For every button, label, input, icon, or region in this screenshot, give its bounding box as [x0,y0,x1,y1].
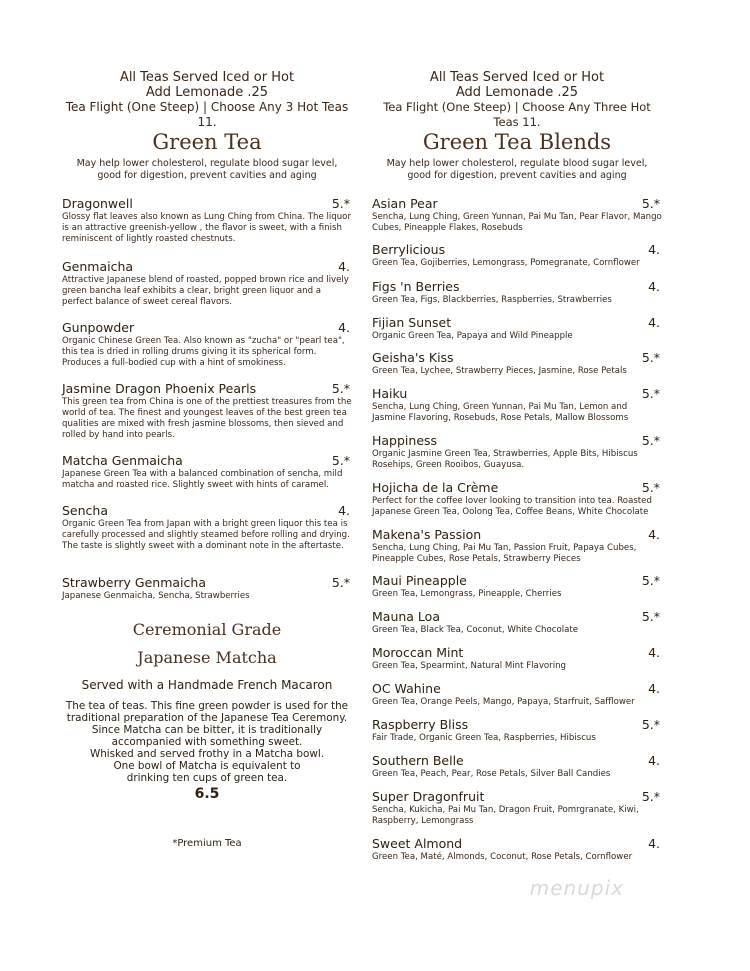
item-price: 4. [648,279,660,294]
item-description: Organic Jasmine Green Tea, Strawberries, Apple Bits, Hibiscus Rosehips, Green Rooibos, Guayusa. [372,449,638,470]
menu-item [372,681,662,708]
menu-item [372,242,662,269]
menu-item [372,527,662,565]
item-price: 4. [648,681,660,696]
menu-item [372,433,662,471]
item-name: Sencha [62,503,109,518]
item-description: Japanese Genmaicha, Sencha, Strawberries [62,591,250,601]
item-name: Asian Pear [372,196,438,211]
item-name: Matcha Genmaicha [62,453,183,468]
item-description: Green Tea, Gojiberries, Lemongrass, Pomegranate, Cornflower [372,258,640,268]
item-price: 4. [648,836,660,851]
item-description: Organic Chinese Green Tea. Also known as "zucha" or "pearl tea", this tea is dried in rolling drums giving it its spherical form. Produces a full-bodied cup with a hint of smokiness. [62,336,345,368]
header-line: Tea Flight (One Steep) | Choose Any Three Hot Teas 11. [383,100,651,129]
menu-item [372,836,662,863]
menu-item [372,609,662,636]
item-description: Green Tea, Spearmint, Natural Mint Flavoring [372,661,566,671]
item-description: Green Tea, Maté, Almonds, Coconut, Rose Petals, Cornflower [372,852,633,862]
item-price: 5.* [641,433,660,448]
premium-note: *Premium Tea [172,838,242,849]
item-price: 4. [648,242,660,257]
item-description: Green Tea, Black Tea, Coconut, White Chocolate [372,625,579,635]
item-price: 4. [338,320,350,335]
section-subtitle: May help lower cholesterol, regulate blood sugar level, [386,158,648,169]
matcha-price: 6.5 [194,786,220,802]
header-line: All Teas Served Iced or Hot [429,70,605,85]
item-name: Strawberry Genmaicha [62,575,206,590]
menu-item [62,575,352,602]
header-line: Tea Flight (One Steep) | Choose Any 3 Hot Teas 11. [65,100,349,129]
item-price: 5.* [641,350,660,365]
menu-item [62,320,352,369]
item-price: 4. [338,259,350,274]
item-price: 5.* [641,609,660,624]
item-description: Sencha, Lung Ching, Green Yunnan, Pai Mu Tan, Pear Flavor, Mango Cubes, Pineapple Flakes, Rosebuds [372,212,662,233]
item-price: 5.* [641,386,660,401]
menu-item [372,386,662,424]
menu-item [372,573,662,600]
ceremonial-title: Ceremonial Grade [132,620,282,639]
item-price: 4. [648,645,660,660]
menu-item [62,503,352,552]
item-name: Fijian Sunset [372,315,452,330]
item-price: 5.* [641,196,660,211]
item-name: Hojicha de la Crème [372,480,499,495]
item-price: 5.* [641,480,660,495]
item-price: 4. [338,503,350,518]
menu-item [372,480,662,518]
item-name: Maui Pineapple [372,573,467,588]
watermark: menupix [529,876,624,900]
item-name: Mauna Loa [372,609,440,624]
item-description: Japanese Green Tea with a balanced combination of sencha, mild matcha and roasted rice. Slightly sweet with hints of caramel. [62,469,343,490]
item-name: Sweet Almond [372,836,463,851]
item-price: 5.* [331,196,350,211]
matcha-desc-line: The tea of teas. This fine green powder is used for the [65,700,349,712]
item-description: Organic Green Tea, Papaya and Wild Pineapple [372,331,573,341]
menu-item [372,717,662,744]
menu-item [62,381,352,441]
section-title: Green Tea Blends [422,130,612,154]
item-name: Raspberry Bliss [372,717,469,732]
item-price: 5.* [331,381,350,396]
header-line: Add Lemonade .25 [455,85,579,100]
menu-item [372,753,662,780]
item-name: Gunpowder [62,320,135,335]
section-subtitle: good for digestion, prevent cavities and aging [407,170,627,181]
matcha-desc-line: drinking ten cups of green tea. [126,772,288,784]
item-description: Sencha, Lung Ching, Green Yunnan, Pai Mu Tan, Lemon and Jasmine Flavoring, Rosebuds, Rose Petals, Mallow Blossoms [372,402,629,423]
item-description: Green Tea, Peach, Pear, Rose Petals, Silver Ball Candies [372,769,611,779]
item-name: OC Wahine [372,681,441,696]
item-name: Haiku [372,386,408,401]
item-name: Geisha's Kiss [372,350,454,365]
item-price: 5.* [641,717,660,732]
matcha-desc-line: One bowl of Matcha is equivalent to [113,760,301,772]
item-description: Green Tea, Lychee, Strawberry Pieces, Jasmine, Rose Petals [372,366,627,376]
served-with: Served with a Handmade French Macaron [81,678,333,692]
matcha-desc-line: traditional preparation of the Japanese Tea Ceremony. [66,712,348,724]
matcha-desc-line: accompanied with something sweet. [111,736,303,748]
menu-item [62,453,352,491]
item-name: Happiness [372,433,438,448]
item-description: Sencha, Kukicha, Pai Mu Tan, Dragon Fruit, Pomrgranate, Kiwi, Raspberry, Lemongrass [372,805,639,826]
menu-item [372,789,662,827]
item-name: Berrylicious [372,242,446,257]
matcha-desc-line: Whisked and served frothy in a Matcha bowl. [89,748,325,760]
menu-item [372,645,662,672]
item-price: 4. [648,527,660,542]
item-description: Fair Trade, Organic Green Tea, Raspberries, Hibiscus [372,733,596,743]
item-description: Glossy flat leaves also known as Lung Ching from China. The liquor is an attractive greenish-yellow , the flavor is sweet, with a finish reminiscent of lightly roasted chestnuts. [62,212,351,244]
matcha-desc-line: Since Matcha can be bitter, it is traditionally [91,724,323,736]
header-line: Add Lemonade .25 [145,85,269,100]
item-description: Sencha, Lung Ching, Pai Mu Tan, Passion Fruit, Papaya Cubes, Pineapple Cubes, Rose Petals, Strawberry Pieces [372,543,637,564]
item-name: Moroccan Mint [372,645,464,660]
menu-item [62,259,352,308]
menu-item [372,315,662,342]
item-name: Genmaicha [62,259,134,274]
item-description: Attractive Japanese blend of roasted, popped brown rice and lively green bancha leaf exhibits a clear, bright green liquor and a perfect balance of sweet cereal flavors. [62,275,349,307]
item-description: Organic Green Tea from Japan with a bright green liquor this tea is carefully processed and slightly steamed before rolling and drying. The taste is slightly sweet with a dominant note in the aftertaste. [62,519,350,551]
menu-item [372,279,662,306]
item-price: 5.* [331,453,350,468]
item-name: Southern Belle [372,753,464,768]
item-price: 5.* [641,573,660,588]
menu-item [372,196,662,234]
item-name: Makena's Passion [372,527,482,542]
ceremonial-title-2: Japanese Matcha [137,648,277,667]
item-name: Dragonwell [62,196,133,211]
menu-item [62,196,352,245]
item-price: 4. [648,753,660,768]
item-description: Green Tea, Figs, Blackberries, Raspberries, Strawberries [372,295,612,305]
section-subtitle: good for digestion, prevent cavities and aging [97,170,317,181]
item-description: This green tea from China is one of the prettiest treasures from the world of tea. The finest and youngest leaves of the best green tea qualities are mixed with fresh jasmine blossoms, then sieved and rolled by hand into pearls. [62,397,352,440]
item-description: Green Tea, Orange Peels, Mango, Papaya, Starfruit, Safflower [372,697,635,707]
item-description: Perfect for the coffee lover looking to transition into tea. Roasted Japanese Green Tea, Oolong Tea, Coffee Beans, White Chocolate [372,496,652,517]
item-price: 5.* [331,575,350,590]
item-description: Green Tea, Lemongrass, Pineapple, Cherries [372,589,562,599]
section-title: Green Tea [152,130,262,154]
item-price: 5.* [641,789,660,804]
item-name: Jasmine Dragon Phoenix Pearls [62,381,257,396]
item-name: Super Dragonfruit [372,789,485,804]
item-price: 4. [648,315,660,330]
header-line: All Teas Served Iced or Hot [119,70,295,85]
section-subtitle: May help lower cholesterol, regulate blood sugar level, [76,158,338,169]
item-name: Figs 'n Berries [372,279,460,294]
menu-item [372,350,662,377]
